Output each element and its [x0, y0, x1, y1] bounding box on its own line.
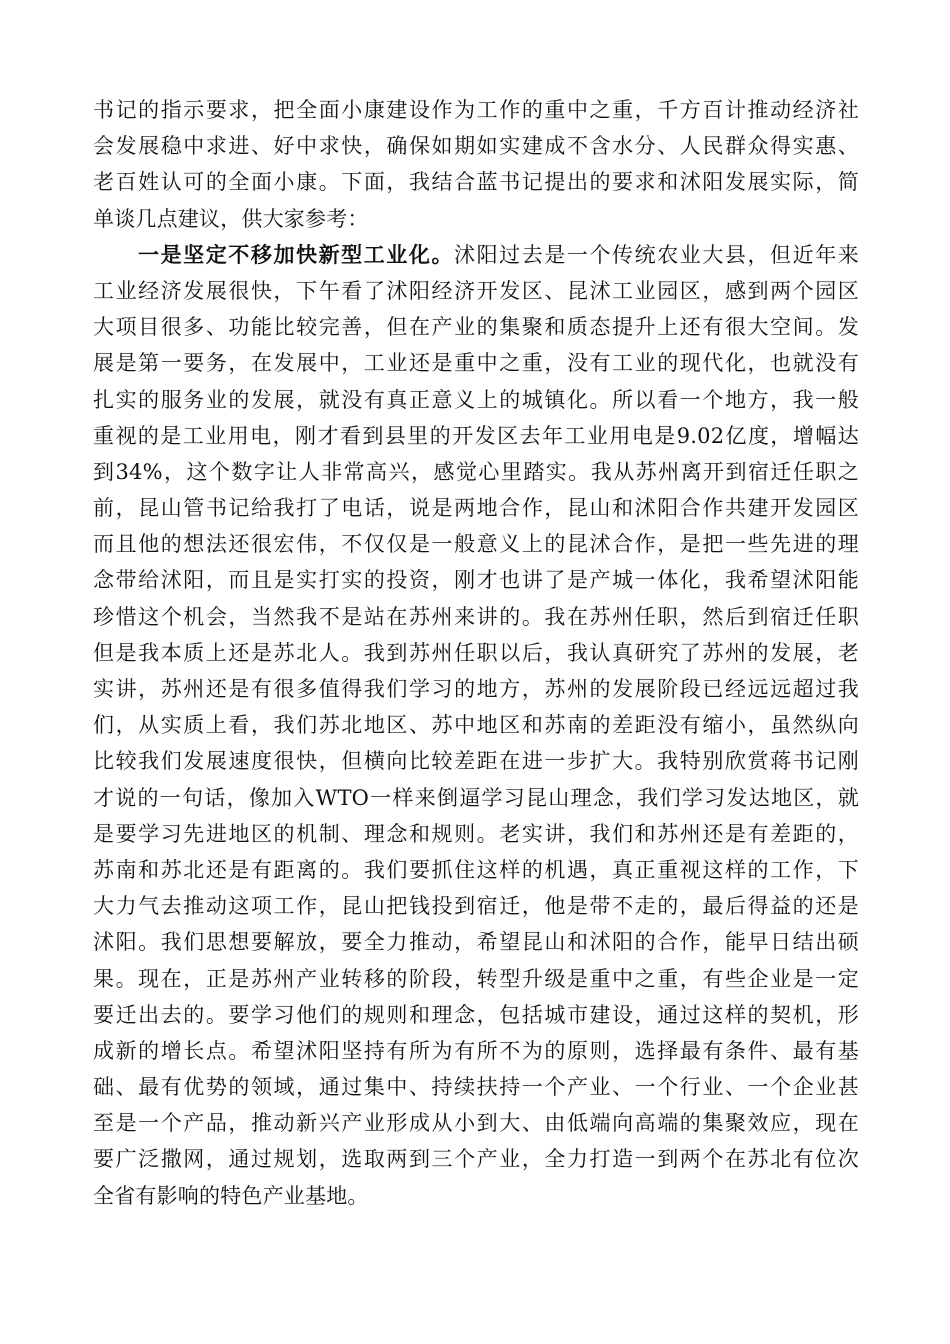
paragraph-2-line-15: 比较我们发展速度很快，但横向比较差距在进一步扩大。我特别欣赏蒋书记刚: [93, 749, 859, 774]
paragraph-2-line-20: 沭阳。我们思想要解放，要全力推动，希望昆山和沭阳的合作，能早日结出硕: [93, 930, 859, 955]
paragraph-2-line-27: 全省有影响的特色产业基地。: [93, 1183, 369, 1208]
paragraph-2-line-7: 到34%，这个数字让人非常高兴，感觉心里踏实。我从苏州离开到宿迁任职之: [93, 459, 859, 484]
paragraph-2-line-23: 成新的增长点。希望沭阳坚持有所为有所不为的原则，选择最有条件、最有基: [93, 1038, 859, 1063]
paragraph-2-line-2: 工业经济发展很快，下午看了沭阳经济开发区、昆沭工业园区，感到两个园区: [93, 278, 859, 303]
paragraph-2-line-18: 苏南和苏北还是有距离的。我们要抓住这样的机遇，真正重视这样的工作，下: [93, 857, 859, 882]
paragraph-2-line-12: 但是我本质上还是苏北人。我到苏州任职以后，我认真研究了苏州的发展，老: [93, 640, 859, 665]
paragraph-2-line-1-rest: 沭阳过去是一个传统农业大县，但近年来: [454, 242, 859, 267]
paragraph-2-line-8: 前，昆山管书记给我打了电话，说是两地合作，昆山和沭阳合作共建开发园区: [93, 496, 859, 521]
paragraph-2-line-19: 大力气去推动这项工作，昆山把钱投到宿迁，他是带不走的，最后得益的还是: [93, 894, 859, 919]
paragraph-1-line-2: 会发展稳中求进、好中求快，确保如期如实建成不含水分、人民群众得实惠、: [93, 134, 859, 159]
paragraph-2-line-5: 扎实的服务业的发展，就没有真正意义上的城镇化。所以看一个地方，我一般: [93, 387, 859, 412]
paragraph-2-line-3: 大项目很多、功能比较完善，但在产业的集聚和质态提升上还有很大空间。发: [93, 315, 859, 340]
paragraph-2-line-13: 实讲，苏州还是有很多值得我们学习的地方，苏州的发展阶段已经远远超过我: [93, 677, 859, 701]
paragraph-2-line-17: 是要学习先进地区的机制、理念和规则。老实讲，我们和苏州还是有差距的，: [93, 821, 859, 846]
paragraph-2-line-11: 珍惜这个机会，当然我不是站在苏州来讲的。我在苏州任职，然后到宿迁任职: [93, 604, 859, 629]
paragraph-2-line-6: 重视的是工业用电，刚才看到县里的开发区去年工业用电是9.02亿度，增幅达: [93, 423, 859, 448]
paragraph-1-line-4: 单谈几点建议，供大家参考：: [93, 206, 369, 231]
document-body: [93, 92, 859, 1214]
paragraph-2-line-1: [93, 237, 859, 273]
paragraph-1-line-3: 老百姓认可的全面小康。下面，我结合蓝书记提出的要求和沭阳发展实际，简: [93, 170, 859, 195]
paragraph-2-line-14: 们，从实质上看，我们苏北地区、苏中地区和苏南的差距没有缩小，虽然纵向: [93, 713, 859, 738]
paragraph-2-line-4: 展是第一要务，在发展中，工业还是重中之重，没有工业的现代化，也就没有: [93, 351, 859, 376]
paragraph-2-line-24: 础、最有优势的领域，通过集中、持续扶持一个产业、一个行业、一个企业甚: [93, 1075, 859, 1100]
paragraph-2-line-9: 而且他的想法还很宏伟，不仅仅是一般意义上的昆沭合作，是把一些先进的理: [93, 532, 859, 557]
paragraph-2-line-16: 才说的一句话，像加入WTO一样来倒逼学习昆山理念，我们学习发达地区，就: [93, 785, 859, 810]
paragraph-2-line-25: 至是一个产品，推动新兴产业形成从小到大、由低端向高端的集聚效应，现在: [93, 1111, 859, 1136]
paragraph-2-line-22: 要迁出去的。要学习他们的规则和理念，包括城市建设，通过这样的契机，形: [93, 1002, 859, 1027]
paragraph-2-line-10: 念带给沭阳，而且是实打实的投资，刚才也讲了是产城一体化，我希望沭阳能: [93, 568, 859, 593]
section-heading: 一是坚定不移加快新型工业化。: [138, 241, 455, 267]
paragraph-2-line-21: 果。现在，正是苏州产业转移的阶段，转型升级是重中之重，有些企业是一定: [93, 966, 859, 991]
paragraph-2-line-26: 要广泛撒网，通过规划，选取两到三个产业，全力打造一到两个在苏北有位次: [93, 1147, 859, 1172]
paragraph-1-line-1: 书记的指示要求，把全面小康建设作为工作的重中之重，千方百计推动经济社: [93, 98, 859, 122]
